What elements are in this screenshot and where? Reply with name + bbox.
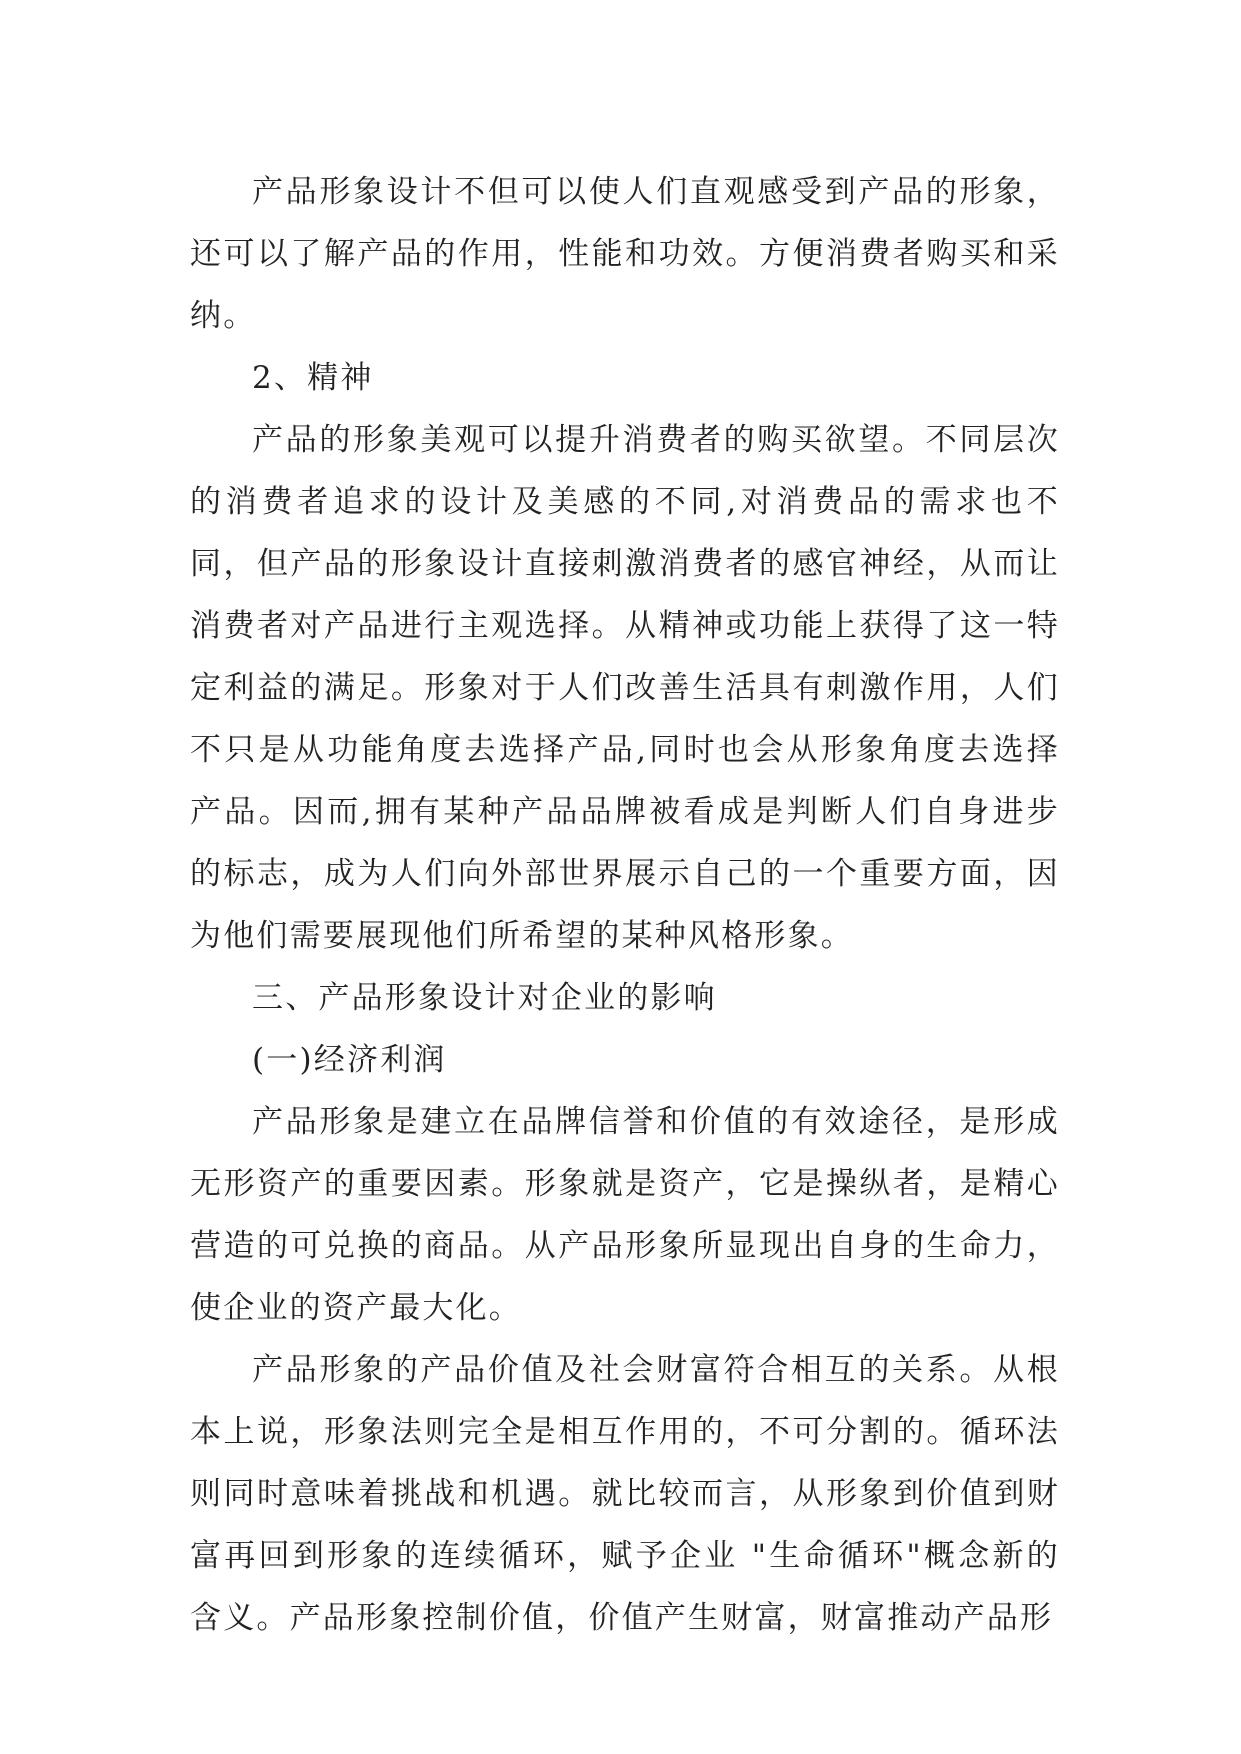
paragraph-product-image-intro: 产品形象设计不但可以使人们直观感受到产品的形象，还可以了解产品的作用，性能和功效。方便消费者购买和采纳。 — [190, 174, 1060, 334]
section-heading-enterprise-impact: 三、产品形象设计对企业的影响 — [252, 980, 717, 1016]
heading-spirit: 2、精神 — [252, 360, 374, 396]
paragraph-value-cycle: 产品形象的产品价值及社会财富符合相互的关系。从根本上说，形象法则完全是相互作用的，不可分割的。循环法则同时意味着挑战和机遇。就比较而言，从形象到价值到财富再回到形象的连续循环，赋予企业 "生命循环"概念新的含义。产品形象控制价值，价值产生财富，财富推动产品形 — [190, 1352, 1060, 1636]
body-text — [190, 161, 1060, 1649]
paragraph-brand-asset: 产品形象是建立在品牌信誉和价值的有效途径，是形成无形资产的重要因素。形象就是资产，它是操纵者，是精心营造的可兑换的商品。从产品形象所显现出自身的生命力，使企业的资产最大化。 — [190, 1104, 1060, 1326]
subheading-economic-profit: (一)经济利润 — [252, 1042, 447, 1078]
paragraph-spirit: 产品的形象美观可以提升消费者的购买欲望。不同层次的消费者追求的设计及美感的不同,对消费品的需求也不同，但产品的形象设计直接刺激消费者的感官神经，从而让消费者对产品进行主观选择。从精神或功能上获得了这一特定利益的满足。形象对于人们改善生活具有刺激作用，人们不只是从功能角度去选择产品,同时也会从形象角度去选择产品。因而,拥有某种产品品牌被看成是判断人们自身进步的标志，成为人们向外部世界展示自己的一个重要方面，因为他们需要展现他们所希望的某种风格形象。 — [190, 422, 1060, 954]
